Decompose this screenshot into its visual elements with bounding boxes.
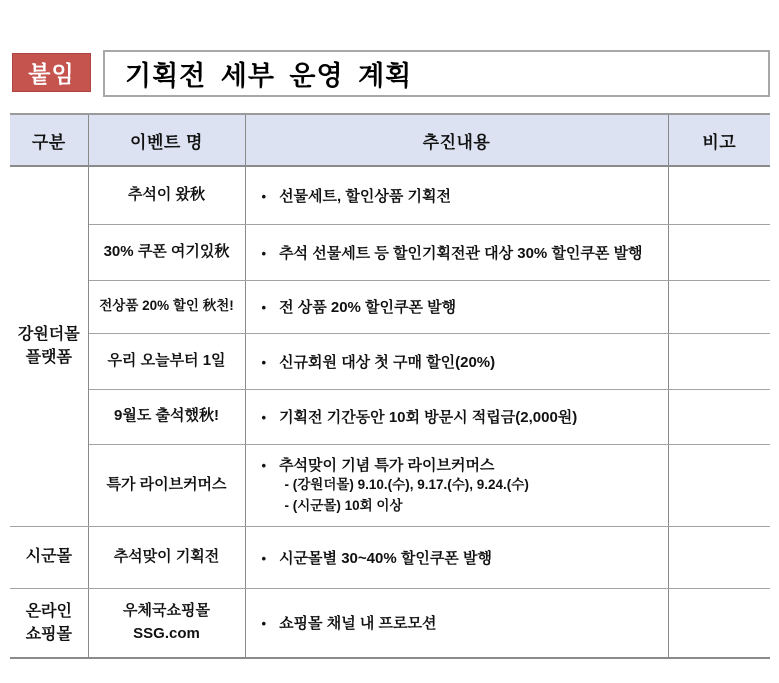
event-name: 전상품 20% 할인 秋천!: [99, 298, 234, 314]
event-plan-table: [10, 113, 770, 659]
attachment-badge: 붙임: [12, 53, 91, 92]
bullet-icon: •: [261, 458, 267, 474]
details-cell: [245, 389, 668, 444]
detail-text: 신규회원 대상 첫 구매 할인(20%): [279, 353, 496, 371]
event-name: 우리 오늘부터 1일: [107, 351, 226, 369]
note-cell: [668, 166, 770, 224]
details-cell: [245, 166, 668, 224]
event-name: 추석이 왔秋: [127, 186, 206, 203]
detail-text: 쇼핑몰 채널 내 프로모션: [279, 615, 437, 633]
details-cell: [245, 280, 668, 333]
table-header-row: [10, 114, 770, 166]
event-name-cell: [88, 166, 245, 224]
detail-text: 시군몰별 30~40% 할인쿠폰 발행: [279, 549, 492, 567]
category-line: 쇼핑몰: [25, 625, 72, 643]
event-name-cell: [88, 526, 245, 588]
detail-text: 기획전 기간동안 10회 방문시 적립금(2,000원): [279, 409, 578, 426]
details-cell: [245, 224, 668, 280]
table-row: [10, 333, 770, 389]
detail-line: [262, 185, 668, 206]
category-line: 시군몰: [25, 548, 72, 566]
detail-text: 추석 선물세트 등 할인기획전관 대상 30% 할인쿠폰 발행: [279, 244, 643, 262]
event-name: 특가 라이브커머스: [106, 475, 227, 493]
event-name: SSG.com: [133, 624, 200, 642]
header-note: 비고: [668, 114, 770, 166]
event-name: 우체국쇼핑몰: [123, 602, 210, 620]
note-cell: [668, 389, 770, 444]
bullet-icon: •: [261, 188, 267, 204]
table-row: [10, 280, 770, 333]
detail-line: [262, 454, 668, 475]
detail-text: 추석맞이 기념 특가 라이브커머스: [279, 457, 495, 475]
event-name: 9월도 출석했秋!: [114, 407, 219, 425]
category-line: 플랫폼: [25, 349, 72, 367]
event-name: 추석맞이 기획전: [113, 547, 220, 565]
title-box: [103, 50, 770, 97]
bullet-icon: •: [261, 410, 267, 425]
table-row: [10, 224, 770, 280]
bullet-icon: •: [261, 300, 267, 315]
category-cell-gangwon-mall: [10, 166, 88, 526]
note-cell: [668, 444, 770, 526]
header-category: 구분: [10, 114, 88, 166]
note-cell: [668, 588, 770, 658]
category-line: 온라인: [25, 602, 72, 620]
bullet-icon: •: [261, 550, 267, 566]
detail-line: [262, 547, 668, 568]
note-cell: [668, 280, 770, 333]
table-row: [10, 389, 770, 444]
details-cell: [245, 444, 668, 526]
header-event-name: 이벤트 명: [88, 114, 245, 166]
details-cell: [245, 588, 668, 658]
category-cell-sigun-mall: [10, 526, 88, 588]
event-name: 30% 쿠폰 여기있秋: [103, 242, 230, 260]
event-name-cell: [88, 224, 245, 280]
details-cell: [245, 333, 668, 389]
note-cell: [668, 224, 770, 280]
note-cell: [668, 526, 770, 588]
page-title: 기획전 세부 운영 계획: [125, 61, 413, 91]
event-name-cell: [88, 444, 245, 526]
detail-subitem: - (시군몰) 10회 이상: [284, 497, 403, 513]
header-details: 추진내용: [245, 114, 668, 166]
event-name-cell: [88, 389, 245, 444]
detail-line: [262, 296, 668, 317]
bullet-icon: •: [261, 616, 267, 632]
table-row: [10, 588, 770, 658]
detail-text: 선물세트, 할인상품 기획전: [279, 187, 451, 205]
table-row: [10, 444, 770, 526]
note-cell: [668, 333, 770, 389]
detail-line: [262, 612, 668, 633]
detail-subitem: - (강원더몰) 9.10.(수), 9.17.(수), 9.24.(수): [284, 477, 529, 493]
event-name-cell: [88, 333, 245, 389]
detail-line: [262, 351, 668, 372]
detail-text: 전 상품 20% 할인쿠폰 발행: [279, 299, 457, 316]
detail-line: [262, 242, 668, 263]
bullet-icon: •: [261, 245, 267, 261]
category-line: 강원더몰: [17, 326, 80, 344]
table-row: [10, 526, 770, 588]
detail-line: [262, 406, 668, 427]
details-cell: [245, 526, 668, 588]
event-name-cell: [88, 280, 245, 333]
event-name-cell: [88, 588, 245, 658]
category-cell-online-mall: [10, 588, 88, 658]
table-row: [10, 166, 770, 224]
bullet-icon: •: [261, 354, 267, 370]
